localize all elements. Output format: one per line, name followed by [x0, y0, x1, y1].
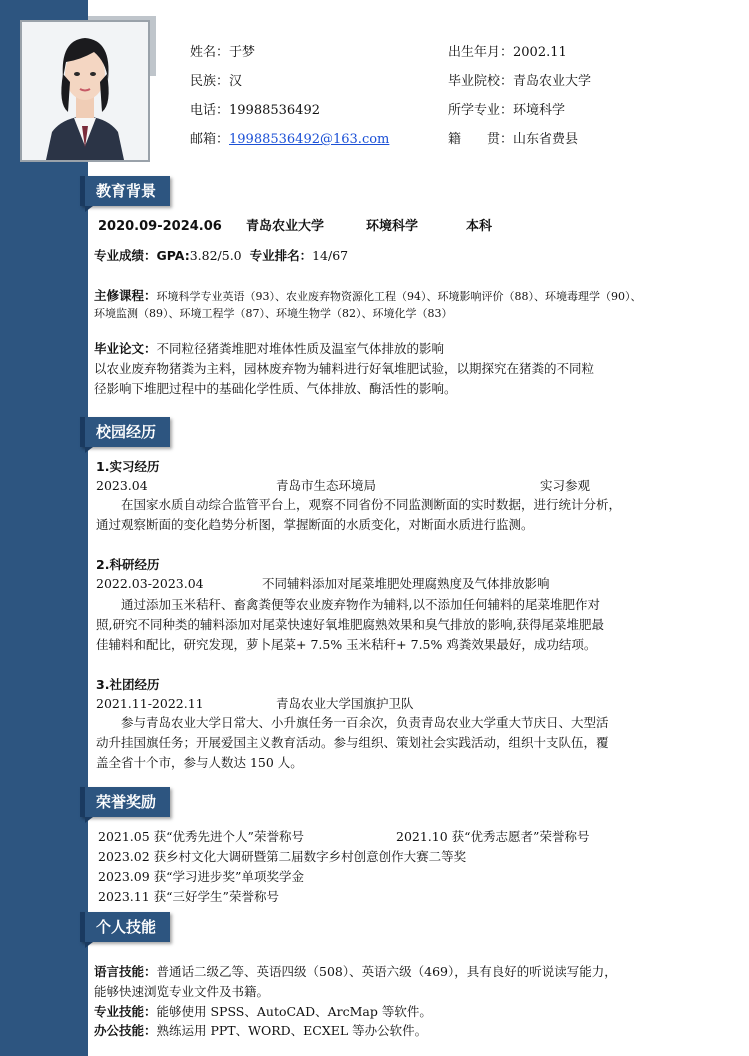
birth-label: 出生年月： — [448, 45, 514, 60]
club-desc-3: 盖全省十个市，参与人数达 150 人。 — [96, 755, 303, 770]
research-topic: 不同辅料添加对尾菜堆肥处理腐熟度及气体排放影响 — [262, 576, 550, 591]
major-label: 所学专业： — [448, 103, 514, 118]
language-text-1: 普通话二级乙等、英语四级（508）、英语六级（469），具有良好的听说读写能力， — [156, 964, 617, 979]
edu-thesis-line2: 径影响下堆肥过程中的基础化学性质、气体排放、酶活性的影响。 — [94, 381, 457, 396]
info-birth — [448, 45, 567, 61]
skill-language-line1 — [94, 963, 617, 980]
professional-label: 专业技能： — [94, 1004, 157, 1019]
profile-photo — [20, 20, 150, 162]
info-email — [190, 132, 389, 148]
honor-item: 2021.10 获“优秀志愿者”荣誉称号 — [396, 829, 590, 844]
skill-language-line2: 能够快速浏览专业文件及书籍。 — [94, 984, 270, 999]
courses-text-1: 环境科学专业英语（93）、农业废弃物资源化工程（94）、环境影响评价（88）、环境毒理学（90）、 — [156, 290, 642, 303]
ethnic-label: 民族： — [190, 74, 230, 89]
internship-date: 2023.04 — [96, 478, 148, 493]
courses-label: 主修课程： — [94, 288, 157, 303]
avatar-portrait — [22, 22, 148, 160]
section-skills-header: 个人技能 — [80, 912, 170, 942]
edu-degree: 本科 — [466, 219, 493, 234]
language-label: 语言技能： — [94, 964, 157, 979]
email-label: 邮箱： — [190, 132, 230, 147]
rank-value: 14/67 — [312, 248, 349, 263]
edu-period: 2020.09-2024.06 — [98, 219, 222, 234]
info-major — [448, 103, 565, 119]
edu-thesis-line1: 以农业废弃物猪粪为主料，园林废弃物为辅料进行好氧堆肥试验，以期探究在猪粪的不同粒 — [94, 361, 595, 376]
info-phone — [190, 103, 320, 119]
internship-role: 实习参观 — [540, 478, 591, 493]
thesis-label: 毕业论文： — [94, 341, 157, 356]
name-value: 于梦 — [229, 45, 256, 60]
info-name — [190, 45, 255, 61]
honor-item: 2023.09 获“学习进步奖”单项奖学金 — [98, 869, 304, 884]
section-honors-header: 荣誉奖励 — [80, 787, 170, 817]
club-date: 2021.11-2022.11 — [96, 696, 204, 711]
ethnic-value: 汉 — [229, 74, 243, 89]
research-title: 2.科研经历 — [96, 557, 160, 572]
major-value: 环境科学 — [513, 103, 566, 118]
info-ethnic — [190, 74, 242, 90]
gpa-key: GPA: — [156, 248, 190, 263]
research-desc-3: 佳辅料和配比，研究发现，萝卜尾菜+ 7.5% 玉米秸秆+ 7.5% 鸡粪效果最好，成功结项。 — [96, 637, 597, 652]
skill-professional — [94, 1003, 432, 1020]
photo-decoration-side — [150, 16, 156, 76]
edu-major: 环境科学 — [366, 219, 419, 234]
skill-office — [94, 1022, 427, 1039]
professional-text: 能够使用 SPSS、AutoCAD、ArcMap 等软件。 — [156, 1004, 432, 1019]
phone-label: 电话： — [190, 103, 230, 118]
research-desc-2: 照,研究不同种类的辅料添加对尾菜快速好氧堆肥腐熟效果和臭气排放的影响,获得尾菜堆肥最 — [96, 617, 604, 632]
school-label: 毕业院校： — [448, 74, 514, 89]
research-desc-1: 通过添加玉米秸秆、畜禽粪便等农业废弃物作为辅料,以不添加任何辅料的尾菜堆肥作对 — [96, 597, 600, 612]
research-date: 2022.03-2023.04 — [96, 576, 204, 591]
edu-school: 青岛农业大学 — [246, 219, 325, 234]
info-origin — [448, 132, 578, 148]
club-desc-1: 参与青岛农业大学日常大、小升旗任务一百余次，负责青岛农业大学重大节庆日、大型活 — [96, 715, 609, 730]
edu-courses-line2: 环境监测（89）、环境工程学（87）、环境生物学（82）、环境化学（83） — [94, 307, 453, 320]
internship-desc-1: 在国家水质自动综合监管平台上，观察不同省份不同监测断面的实时数据，进行统计分析， — [96, 497, 622, 512]
gpa-label: 专业成绩： — [94, 248, 157, 263]
edu-gpa-line — [94, 247, 348, 264]
email-link[interactable]: 19988536492@163.com — [229, 132, 390, 147]
honor-item: 2023.11 获“三好学生”荣誉称号 — [98, 889, 279, 904]
section-education-header: 教育背景 — [80, 176, 170, 206]
school-value: 青岛农业大学 — [513, 74, 592, 89]
club-org: 青岛农业大学国旗护卫队 — [276, 696, 414, 711]
honor-item: 2021.05 获“优秀先进个人”荣誉称号 — [98, 829, 304, 844]
honor-item: 2023.02 获乡村文化大调研暨第二届数字乡村创意创作大赛二等奖 — [98, 849, 467, 864]
office-text: 熟练运用 PPT、WORD、ECXEL 等办公软件。 — [156, 1023, 428, 1038]
info-school — [448, 74, 591, 90]
internship-desc-2: 通过观察断面的变化趋势分析图，掌握断面的水质变化，对断面水质进行监测。 — [96, 517, 534, 532]
club-desc-2: 动升挂国旗任务；开展爱国主义教育活动。参与组织、策划社会实践活动，组织十支队伍，覆 — [96, 735, 609, 750]
section-campus-header: 校园经历 — [80, 417, 170, 447]
name-label: 姓名： — [190, 45, 230, 60]
origin-label: 籍 贯： — [448, 132, 514, 147]
birth-value: 2002.11 — [513, 45, 567, 60]
gpa-value: 3.82/5.0 — [189, 248, 242, 263]
edu-thesis-title-line — [94, 340, 444, 357]
internship-org: 青岛市生态环境局 — [276, 478, 377, 493]
phone-value: 19988536492 — [229, 103, 320, 118]
internship-title: 1.实习经历 — [96, 459, 160, 474]
office-label: 办公技能： — [94, 1023, 157, 1038]
rank-label: 专业排名： — [249, 248, 313, 263]
edu-courses-line1 — [94, 287, 642, 305]
origin-value: 山东省费县 — [513, 132, 579, 147]
club-title: 3.社团经历 — [96, 677, 160, 692]
thesis-title: 不同粒径猪粪堆肥对堆体性质及温室气体排放的影响 — [156, 341, 445, 356]
